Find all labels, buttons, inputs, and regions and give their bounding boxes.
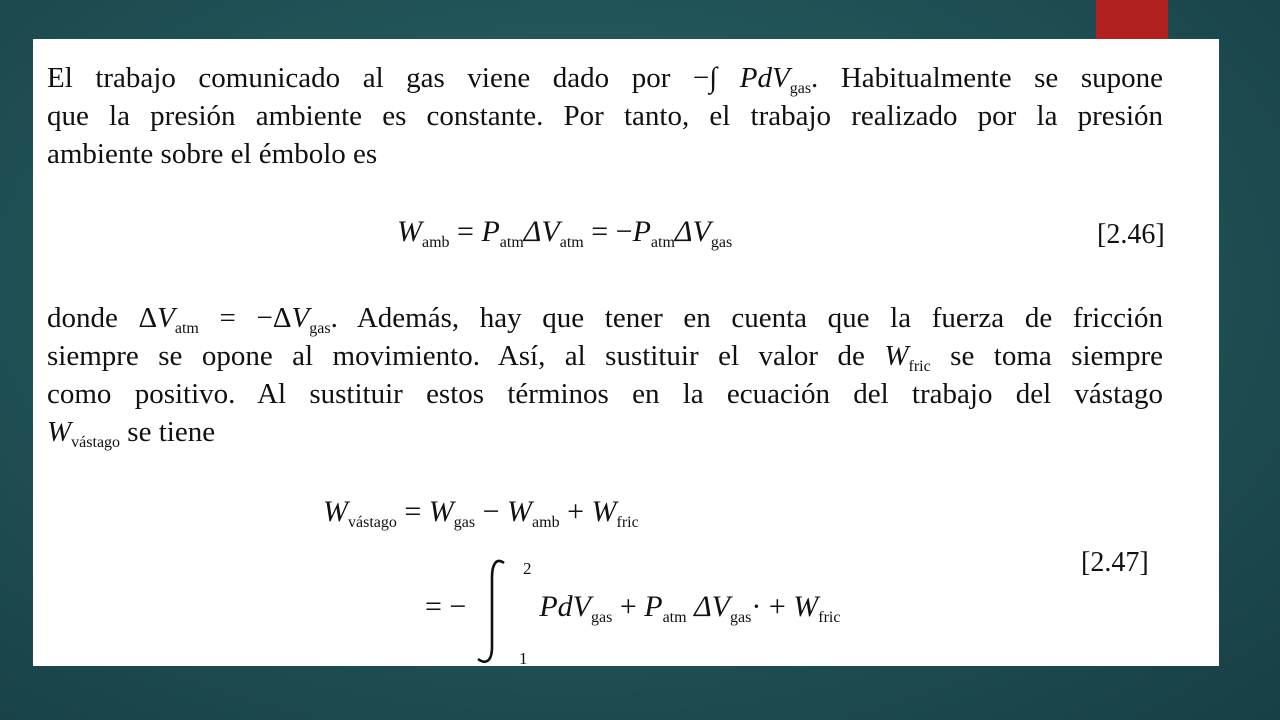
integral-lower-limit: 1 xyxy=(519,649,528,668)
paragraph-2-line-4: $W_{vástago}$ se tiene xyxy=(47,416,216,451)
document-page xyxy=(33,39,1219,666)
integral-upper-limit: 2 xyxy=(523,559,532,578)
paragraph-2-line-3: como positivo. Al sustituir estos términos en la ecuación del trabajo del vástago xyxy=(47,378,1163,410)
equation-2-47-row-2: = − 2 1 $PdV_{gas} + P_{atm}$ $\Delta V_{gas}\cdot + W_{fric}$ xyxy=(425,559,841,668)
equation-2-46: $W_{amb} = P_{atm}\Delta V_{atm} = -P_{atm}\Delta V_{gas}$ xyxy=(397,215,733,251)
integral-sign xyxy=(474,589,510,629)
equation-number-2-46: [2.46] xyxy=(1097,219,1165,250)
paragraph-1 xyxy=(47,59,1163,173)
paragraph-1-line-2: que la presión ambiente es constante. Por tanto, el trabajo realizado por la presión xyxy=(47,100,1163,132)
paragraph-2-line-1: donde $\Delta V_{atm} = -\Delta V_{gas}$. Además, hay que tener en cuenta que la fuerza de fricción xyxy=(47,302,1163,337)
equation-2-47-row-1: $W_{vástago} = W_{gas} - W_{amb} + W_{fric}$ xyxy=(323,495,639,531)
equation-number-2-47: [2.47] xyxy=(1081,547,1149,578)
paragraph-1-line-1: El trabajo comunicado al gas viene dado por −∫ PdV$_{gas}$. Habitualmente se supone xyxy=(47,62,1164,97)
paragraph-2-line-2: siempre se opone al movimiento. Así, al sustituir el valor de $W_{fric}$ se toma siempre xyxy=(47,340,1163,375)
paragraph-1-line-3: ambiente sobre el émbolo es xyxy=(47,138,378,170)
red-accent-tab xyxy=(1096,0,1168,40)
paragraph-2 xyxy=(47,299,1163,451)
